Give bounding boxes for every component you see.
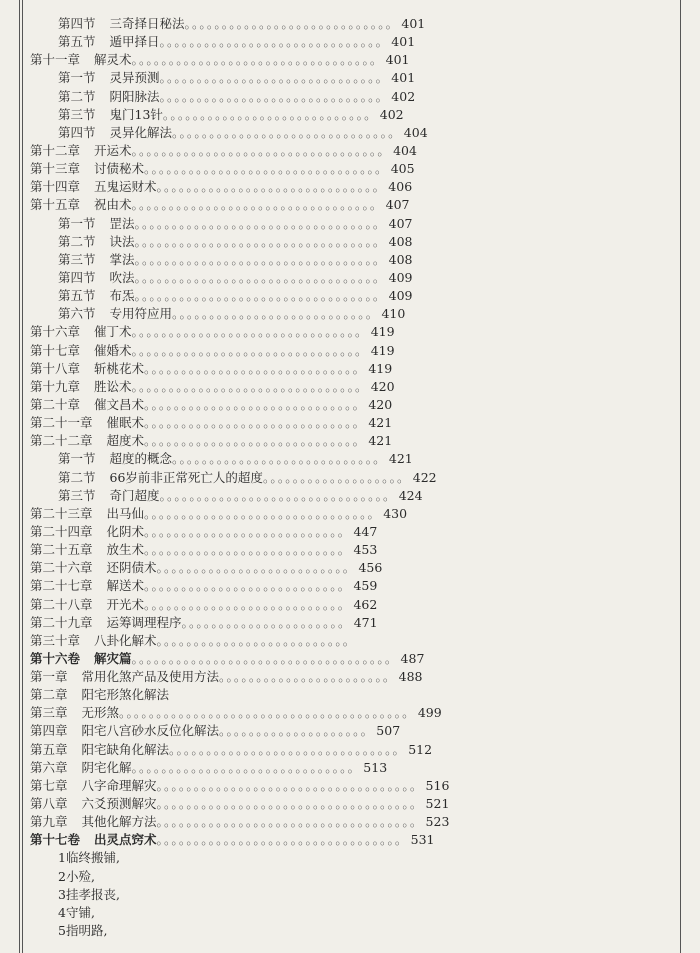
toc-dot-leader: 。。。。。。。。。。。。。。。。。。。。。。。。。。。。。。 xyxy=(159,70,390,86)
toc-entry-label: 第十五章 xyxy=(30,197,81,213)
toc-dot-leader: 。。。。。。。。。。。。。。。。。。。。。。。。。。。 xyxy=(144,596,352,612)
toc-chapter-entry xyxy=(30,323,675,341)
toc-entry-title: 无形煞 xyxy=(81,705,120,721)
toc-page-number: 471 xyxy=(353,614,378,630)
toc-chapter-entry xyxy=(30,342,675,360)
toc-entry-title: 阴阳脉法 xyxy=(109,88,160,104)
toc-dot-leader: 。。。。。。。。。。。。。。。。。。。。。。。。。。。。 xyxy=(172,451,387,467)
toc-page-number: 409 xyxy=(388,269,413,285)
toc-page-number: 409 xyxy=(388,288,413,304)
toc-chapter-entry xyxy=(30,777,675,795)
toc-dot-leader: 。。。。。。。。。。。。。。。。。。。。。。。。。。。 xyxy=(144,542,352,558)
toc-entry-label: 第二十八章 xyxy=(30,596,93,612)
toc-dot-leader: 。。。。。。。。。。。。。。。。。。。 xyxy=(262,469,411,485)
toc-entry-label: 第二十六章 xyxy=(30,560,93,576)
toc-entry-label: 第十九章 xyxy=(30,378,81,394)
toc-dot-leader: 。。。。。。。。。。。。。。。。。。。。。。。。。。。。。。。。。。 xyxy=(131,142,392,158)
toc-entry-label: 第一节 xyxy=(58,215,96,231)
toc-page-number: 420 xyxy=(370,378,395,394)
toc-dot-leader: 。。。。。。。。。。。。。。。。。。。。。。。。。。。。。。。。。。。 xyxy=(131,650,399,666)
toc-entry-title: 讨债秘术 xyxy=(94,161,145,177)
toc-dot-leader: 。。。。。。。。。。。。。。。。。。。。。。 xyxy=(181,614,352,630)
toc-dot-leader: 。。。。。。。。。。。。。。。。。。。。。。。。。。。。。。。。。 xyxy=(134,233,387,249)
toc-dot-leader: 。。。。。。。。。。。。。。。。。。。。。。。。。。。。。。。 xyxy=(169,741,407,757)
toc-entry-title: 五鬼运财术 xyxy=(94,179,157,195)
toc-dot-leader: 。。。。。。。。。。。。。。。。。。。。。。。。。。。。。。 xyxy=(131,759,362,775)
toc-section-entry xyxy=(30,269,675,287)
toc-entry-label: 第二十三章 xyxy=(30,505,93,521)
toc-chapter-entry xyxy=(30,396,675,414)
toc-page-number: 401 xyxy=(391,34,416,50)
toc-dot-leader: 。。。。。。。。。。。。。。。。。。。。。。。。。。。。。 xyxy=(144,396,367,412)
toc-dot-leader: 。。。。。。。。。。。。。。。。。。。。。。。。。。。。。。。。。 xyxy=(134,215,387,231)
table-of-contents xyxy=(30,15,675,940)
toc-entry-title: 66岁前非正常死亡人的超度 xyxy=(109,469,263,485)
toc-entry-label: 第九章 xyxy=(30,814,68,830)
toc-chapter-entry xyxy=(30,414,675,432)
toc-section-entry xyxy=(30,88,675,106)
toc-page-number: 404 xyxy=(403,124,428,140)
toc-entry-label: 第四节 xyxy=(58,16,96,31)
toc-list-item xyxy=(30,904,675,922)
toc-entry-title: 还阴债术 xyxy=(106,560,157,576)
toc-chapter-entry xyxy=(30,813,675,831)
toc-dot-leader: 。。。。。。。。。。。。。。。。。。。。。。。。。。。。。。 xyxy=(172,124,402,140)
toc-entry-title: 吹法 xyxy=(109,269,135,285)
toc-dot-leader: 。。。。。。。。。。。。。。。。。。。。。。。。。。。 xyxy=(144,578,352,594)
toc-entry-title: 3挂孝报丧, xyxy=(58,886,120,902)
toc-dot-leader: 。。。。。。。。。。。。。。。。。。。。。。。。。。。。。。。 xyxy=(144,505,382,521)
toc-entry-title: 罡法 xyxy=(109,215,135,231)
toc-page-number: 401 xyxy=(401,16,426,31)
toc-entry-label: 第二节 xyxy=(58,88,96,104)
toc-dot-leader: 。。。。。。。。。。。。。。。。。。。。。。。。。。 xyxy=(156,632,357,648)
toc-dot-leader: 。。。。。。。。。。。。。。。。。。。。。。。。。。。。。。。 xyxy=(131,324,369,340)
toc-page-number: 488 xyxy=(398,669,423,685)
toc-entry-label: 第三章 xyxy=(30,705,68,721)
toc-entry-title: 专用符应用 xyxy=(109,306,173,322)
toc-chapter-entry xyxy=(30,704,675,722)
toc-entry-title: 催眠术 xyxy=(106,415,145,431)
toc-dot-leader: 。。。。。。。。。。。。。。。。。。。。。。。。。。。。。。。。。 xyxy=(131,52,384,68)
toc-chapter-entry xyxy=(30,142,675,160)
toc-entry-label: 第一章 xyxy=(30,669,68,685)
toc-page-number: 421 xyxy=(368,433,393,449)
toc-entry-title: 解送术 xyxy=(106,578,145,594)
toc-chapter-entry xyxy=(30,160,675,178)
toc-entry-title: 出灵点窍术 xyxy=(94,832,157,848)
toc-entry-label: 第四章 xyxy=(30,723,68,739)
toc-page-number: 507 xyxy=(376,723,401,739)
toc-page-number: 401 xyxy=(385,52,410,68)
toc-entry-title: 鬼门13针 xyxy=(109,106,163,122)
toc-page-number: 422 xyxy=(412,469,437,485)
toc-dot-leader: 。。。。。。。。。。。。。。。。。。。。。。。。。。。。。。。 xyxy=(131,342,369,358)
toc-chapter-entry xyxy=(30,632,675,650)
toc-section-entry xyxy=(30,215,675,233)
toc-entry-label: 第二十二章 xyxy=(30,433,93,449)
toc-entry-title: 遁甲择日 xyxy=(109,34,160,50)
toc-page-number: 521 xyxy=(425,796,450,812)
toc-entry-label: 第十六章 xyxy=(30,324,81,340)
toc-list-item xyxy=(30,886,675,904)
toc-page-number: 405 xyxy=(390,161,415,177)
toc-entry-title: 奇门超度 xyxy=(109,487,160,503)
toc-entry-title: 六爻预测解灾 xyxy=(81,796,157,812)
toc-page-number: 512 xyxy=(408,741,433,757)
toc-chapter-entry xyxy=(30,668,675,686)
toc-chapter-entry xyxy=(30,596,675,614)
toc-entry-label: 第五章 xyxy=(30,741,68,757)
toc-chapter-entry xyxy=(30,196,675,214)
toc-dot-leader: 。。。。。。。。。。。。。。。。。。。。。。。。。。。 xyxy=(172,306,380,322)
toc-entry-label: 第十四章 xyxy=(30,179,81,195)
toc-page-number: 419 xyxy=(368,360,393,376)
toc-entry-title: 催婚术 xyxy=(94,342,132,358)
toc-page-number: 402 xyxy=(391,88,416,104)
toc-entry-label: 第二节 xyxy=(58,233,96,249)
toc-entry-title: 2小殓, xyxy=(58,868,95,884)
toc-entry-label: 第一节 xyxy=(58,70,96,86)
toc-page-number: 516 xyxy=(425,777,450,793)
toc-entry-title: 八卦化解术 xyxy=(94,632,157,648)
toc-entry-label: 第十二章 xyxy=(30,142,81,158)
toc-page-number: 407 xyxy=(385,197,410,213)
toc-entry-label: 第一节 xyxy=(58,451,96,467)
toc-entry-title: 祝由术 xyxy=(94,197,132,213)
toc-dot-leader: 。。。。。。。。。。。。。。。。。。。。。。。。。。。。。。。。。 xyxy=(134,269,387,285)
toc-page-number: 424 xyxy=(398,487,423,503)
toc-page-number: 456 xyxy=(358,560,383,576)
toc-entry-label: 第八章 xyxy=(30,796,68,812)
toc-dot-leader: 。。。。。。。。。。。。。。。。。。。。。。。。。。。。。。。 xyxy=(159,487,397,503)
toc-entry-title: 超度的概念 xyxy=(109,451,173,467)
toc-dot-leader: 。。。。。。。。。。。。。。。。。。。。。。。。。。。。。。。。。。。。。。。 xyxy=(119,705,416,721)
toc-entry-title: 阳宅八宫砂水反位化解法 xyxy=(81,723,220,739)
toc-entry-title: 解灵术 xyxy=(94,52,132,68)
toc-entry-title: 阴宅化解 xyxy=(81,759,132,775)
toc-page-number: 421 xyxy=(368,415,393,431)
toc-entry-label: 第十三章 xyxy=(30,161,81,177)
toc-entry-label: 第十七卷 xyxy=(30,832,81,848)
toc-section-entry xyxy=(30,251,675,269)
toc-entry-title: 其他化解方法 xyxy=(81,814,157,830)
toc-entry-title: 阳宅形煞化解法 xyxy=(81,687,170,703)
toc-entry-label: 第十六卷 xyxy=(30,650,81,666)
toc-dot-leader: 。。。。。。。。。。。。。。。。。。。。。。。。。。。。。。 xyxy=(159,88,390,104)
toc-dot-leader: 。。。。。。。。。。。。。。。。。。。。。。。。。。。。。 xyxy=(144,433,367,449)
toc-page-number: 499 xyxy=(417,705,442,721)
toc-dot-leader: 。。。。。。。。。。。。。。。。。。。。。。。。。。。。。。。。。 xyxy=(131,197,384,213)
toc-section-entry xyxy=(30,15,675,33)
toc-chapter-entry xyxy=(30,360,675,378)
toc-dot-leader: 。。。。。。。。。。。。。。。。。。。。。。。。。。。。。 xyxy=(144,415,367,431)
toc-section-entry xyxy=(30,33,675,51)
toc-entry-title: 5指明路, xyxy=(58,923,108,939)
toc-entry-title: 1临终搬铺, xyxy=(58,850,120,866)
toc-entry-title: 灵异化解法 xyxy=(109,124,173,140)
toc-entry-title: 布炁 xyxy=(109,288,135,304)
toc-entry-label: 第三十章 xyxy=(30,632,81,648)
toc-section-entry xyxy=(30,487,675,505)
toc-chapter-entry xyxy=(30,505,675,523)
toc-entry-label: 第五节 xyxy=(58,34,96,50)
toc-page-number: 401 xyxy=(391,70,416,86)
toc-chapter-entry xyxy=(30,178,675,196)
toc-entry-title: 掌法 xyxy=(109,251,135,267)
toc-page-number: 408 xyxy=(388,251,413,267)
toc-chapter-entry xyxy=(30,51,675,69)
toc-entry-title: 催文昌术 xyxy=(94,396,145,412)
toc-list-item xyxy=(30,849,675,867)
toc-page-number: 459 xyxy=(353,578,378,594)
toc-entry-label: 第十一章 xyxy=(30,52,81,68)
toc-entry-label: 第四节 xyxy=(58,269,96,285)
toc-chapter-entry xyxy=(30,759,675,777)
toc-page-number: 513 xyxy=(363,759,388,775)
toc-entry-title: 放生术 xyxy=(106,542,145,558)
toc-page-number: 523 xyxy=(425,814,450,830)
toc-dot-leader: 。。。。。。。。。。。。。。。。。。。。。。。。。。。。。。。。。 xyxy=(156,832,409,848)
toc-section-entry xyxy=(30,450,675,468)
toc-page-number: 487 xyxy=(400,650,425,666)
toc-page-number: 531 xyxy=(410,832,435,848)
toc-chapter-entry xyxy=(30,741,675,759)
toc-entry-title: 诀法 xyxy=(109,233,135,249)
toc-entry-label: 第二章 xyxy=(30,687,68,703)
toc-entry-label: 第三节 xyxy=(58,106,96,122)
toc-entry-label: 第二十章 xyxy=(30,396,81,412)
toc-entry-title: 开光术 xyxy=(106,596,145,612)
toc-section-entry xyxy=(30,106,675,124)
toc-chapter-entry xyxy=(30,722,675,740)
toc-section-entry xyxy=(30,305,675,323)
toc-entry-label: 第六章 xyxy=(30,759,68,775)
toc-entry-title: 八字命理解灾 xyxy=(81,777,157,793)
toc-page-number: 453 xyxy=(353,542,378,558)
toc-dot-leader: 。。。。。。。。。。。。。。。。。。。。。。。。。。。。 xyxy=(184,16,400,31)
toc-section-entry xyxy=(30,69,675,87)
toc-dot-leader: 。。。。。。。。。。。。。。。。。。。。。。。。。。。。。。。 xyxy=(131,378,369,394)
toc-entry-title: 常用化煞产品及使用方法 xyxy=(81,669,220,685)
toc-chapter-entry xyxy=(30,614,675,632)
toc-dot-leader: 。。。。。。。。。。。。。。。。。。。。。。。。。。 xyxy=(156,560,357,576)
toc-volume-entry xyxy=(30,650,675,668)
toc-page-number: 410 xyxy=(381,306,406,322)
toc-entry-title: 三奇择日秘法 xyxy=(109,16,185,31)
toc-entry-title: 4守铺, xyxy=(58,904,95,920)
toc-section-entry xyxy=(30,469,675,487)
right-border-line xyxy=(680,0,681,953)
toc-volume-entry xyxy=(30,831,675,849)
toc-list-item xyxy=(30,922,675,940)
toc-entry-title: 超度术 xyxy=(106,433,145,449)
toc-page-number: 420 xyxy=(368,396,393,412)
toc-page-number: 421 xyxy=(388,451,413,467)
toc-dot-leader: 。。。。。。。。。。。。。。。。。。。。。。。。。。。。。。。。。。。 xyxy=(156,796,424,812)
toc-entry-label: 第二十七章 xyxy=(30,578,93,594)
toc-dot-leader: 。。。。。。。。。。。。。。。。。。。。。。。。。。。。。。。。。。。 xyxy=(156,777,424,793)
toc-entry-label: 第十七章 xyxy=(30,342,81,358)
toc-dot-leader: 。。。。。。。。。。。。。。。。。。。。。。。。。。。。。。。。 xyxy=(144,161,389,177)
toc-page-number: 419 xyxy=(370,324,395,340)
toc-page-number: 462 xyxy=(353,596,378,612)
toc-chapter-entry xyxy=(30,559,675,577)
toc-entry-label: 第二十五章 xyxy=(30,542,93,558)
toc-dot-leader: 。。。。。。。。。。。。。。。。。。。。。。。。。。。。。。 xyxy=(156,179,387,195)
toc-entry-title: 运筹调理程序 xyxy=(106,614,182,630)
toc-page-number: 447 xyxy=(353,523,378,539)
toc-entry-label: 第二十九章 xyxy=(30,614,93,630)
toc-dot-leader: 。。。。。。。。。。。。。。。。。。。。。。。。。。。。。。。。。 xyxy=(134,251,387,267)
toc-section-entry xyxy=(30,233,675,251)
toc-entry-title: 阳宅缺角化解法 xyxy=(81,741,170,757)
toc-page-number: 404 xyxy=(393,142,417,158)
toc-chapter-entry xyxy=(30,795,675,813)
toc-entry-label: 第三节 xyxy=(58,251,96,267)
toc-section-entry xyxy=(30,124,675,142)
left-border-line-outer xyxy=(19,0,20,953)
toc-entry-title: 化阴术 xyxy=(106,523,145,539)
toc-entry-title: 开运术 xyxy=(94,142,132,158)
toc-dot-leader: 。。。。。。。。。。。。。。。。。。。。。。。。。。。。。。。。。。。 xyxy=(156,814,424,830)
toc-dot-leader: 。。。。。。。。。。。。。。。。。。。。。。。。。。。 xyxy=(144,523,352,539)
toc-page-number: 419 xyxy=(370,342,395,358)
toc-entry-label: 第二十一章 xyxy=(30,415,93,431)
toc-chapter-entry xyxy=(30,378,675,396)
toc-entry-label: 第七章 xyxy=(30,777,68,793)
toc-entry-label: 第四节 xyxy=(58,124,96,140)
toc-entry-label: 第二节 xyxy=(58,469,96,485)
toc-dot-leader: 。。。。。。。。。。。。。。。。。。。。。。。。。。。。。。。。。 xyxy=(134,288,387,304)
toc-entry-label: 第十八章 xyxy=(30,360,81,376)
toc-entry-title: 催丁术 xyxy=(94,324,132,340)
toc-dot-leader: 。。。。。。。。。。。。。。。。。。。。。。。。。。。。。 xyxy=(144,360,367,376)
toc-page-number: 402 xyxy=(379,106,404,122)
toc-page-number: 430 xyxy=(383,505,408,521)
toc-list-item xyxy=(30,868,675,886)
toc-entry-title: 解灾篇 xyxy=(94,650,132,666)
toc-chapter-entry xyxy=(30,523,675,541)
toc-dot-leader: 。。。。。。。。。。。。。。。。。。。。。。。。。。。。。。 xyxy=(159,34,390,50)
toc-page-number: 407 xyxy=(388,215,413,231)
toc-entry-title: 灵异预测 xyxy=(109,70,160,86)
toc-entry-label: 第二十四章 xyxy=(30,523,93,539)
toc-chapter-entry xyxy=(30,686,675,704)
toc-page-number: 406 xyxy=(388,179,413,195)
toc-chapter-entry xyxy=(30,577,675,595)
toc-dot-leader: 。。。。。。。。。。。。。。。。。。。。。。。 xyxy=(219,669,397,685)
toc-entry-label: 第六节 xyxy=(58,306,96,322)
toc-entry-title: 出马仙 xyxy=(106,505,145,521)
toc-chapter-entry xyxy=(30,541,675,559)
toc-dot-leader: 。。。。。。。。。。。。。。。。。。。。 xyxy=(219,723,375,739)
toc-section-entry xyxy=(30,287,675,305)
toc-entry-title: 胜讼术 xyxy=(94,378,132,394)
toc-entry-title: 斩桃花术 xyxy=(94,360,145,376)
left-border-line-inner xyxy=(22,0,23,953)
toc-entry-label: 第三节 xyxy=(58,487,96,503)
toc-entry-label: 第五节 xyxy=(58,288,96,304)
toc-chapter-entry xyxy=(30,432,675,450)
toc-dot-leader: 。。。。。。。。。。。。。。。。。。。。。。。。。。。。 xyxy=(162,106,378,122)
toc-page-number: 408 xyxy=(388,233,413,249)
